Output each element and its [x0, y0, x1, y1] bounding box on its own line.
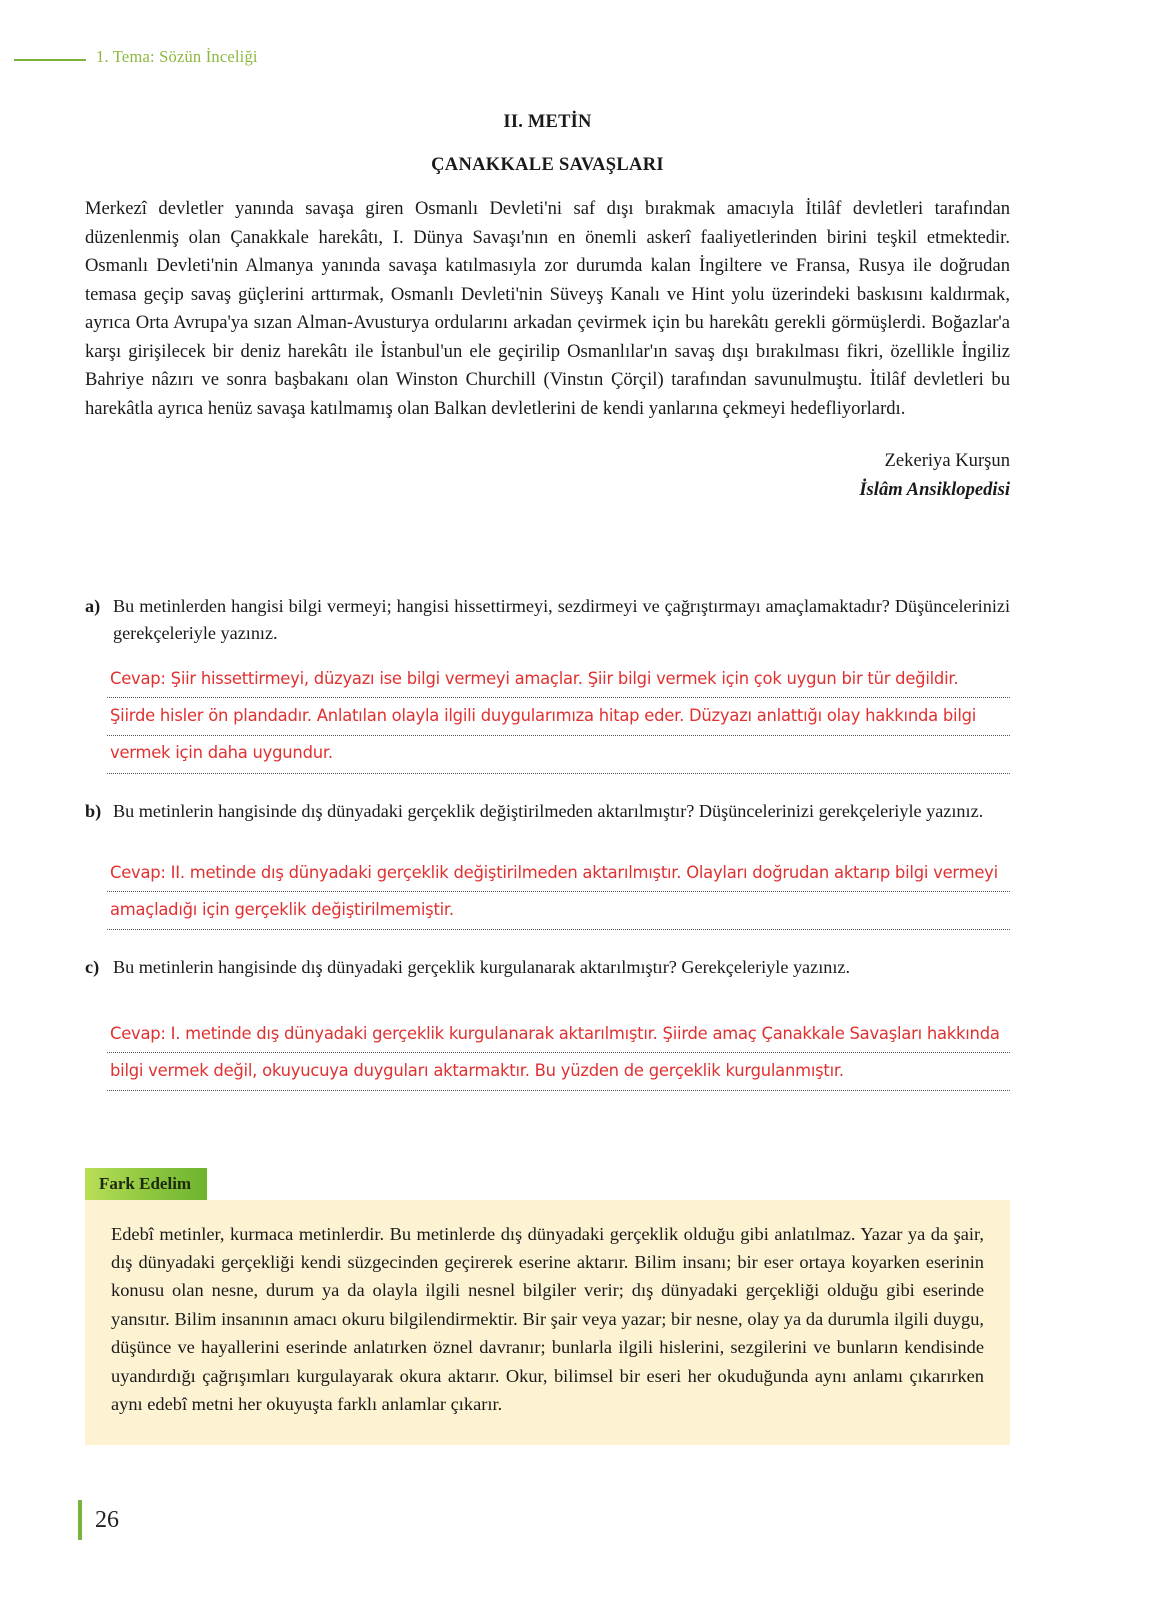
question-a — [85, 593, 1010, 648]
attribution — [85, 447, 1010, 505]
answer-text-a-line1: Cevap: Şiir hissettirmeyi, düzyazı ise bilgi vermeyi amaçlar. Şiir bilgi vermek için çok uygun bir tür değildir. — [110, 669, 959, 689]
content-column — [85, 0, 1010, 1091]
metin-label: II. METİN — [503, 112, 592, 132]
question-a-letter: a) — [85, 595, 101, 616]
info-box — [85, 1168, 1010, 1445]
question-block-a — [85, 593, 1010, 775]
page-footer — [78, 1500, 119, 1540]
answer-text-b-line2: amaçladığı için gerçeklik değiştirilmemiştir. — [110, 899, 454, 919]
info-box-body: Edebî metinler, kurmaca metinlerdir. Bu metinlerde dış dünyadaki gerçeklik olduğu gibi anlatılmaz. Yazar ya da şair, dış dünyadaki gerçekliği kendi süzgecinden geçirerek eserine aktarır. Bilim insanı; bir eser ortaya koyarken eserinin konusu olan nesne, durum ya da olayla ilgili nesnel bilgiler verir; dış dünyadaki gerçekliği olduğu gibi eserinde yansıtır. Bilim insanının amacı okuru bilgilendirmektir. Bir şair veya yazar; bir nesne, olay ya da durumla ilgili duygu, düşünce ve hayallerini eserinde anlatırken öznel davranır; bunlarla ilgili hislerini, sezgilerini ve bunların kendisinde uyandırdığı çağrışımları kurgulayarak okura aktarır. Okur, bilimsel bir eseri her okuduğunda aynı anlamı çıkarırken aynı edebî metni her okuyuşta farklı anlamlar çıkarır. — [85, 1200, 1010, 1445]
answer-text-a-line3: vermek için daha uygundur. — [110, 743, 333, 763]
question-a-text: Bu metinlerden hangisi bilgi vermeyi; hangisi hissettirmeyi, sezdirmeyi ve çağrıştırmayı amaçlamaktadır? Düşüncelerinizi gerekçeleriyle yazınız. — [113, 595, 1010, 644]
running-header-text: 1. Tema: Sözün İnceliği — [96, 47, 258, 66]
page-number: 26 — [95, 1506, 119, 1533]
question-b-letter: b) — [85, 801, 102, 822]
attribution-author: Zekeriya Kurşun — [884, 450, 1010, 472]
answer-text-a-line2: Şiirde hisler ön plandadır. Anlatılan olayla ilgili duygularımıza hitap eder. Düzyazı anlattığı olay hakkında bilgi — [110, 706, 977, 726]
answer-area-c[interactable] — [107, 1015, 1010, 1091]
question-b-text: Bu metinlerin hangisinde dış dünyadaki gerçeklik değiştirilmeden aktarılmıştır? Düşüncelerinizi gerekçeleriyle yazınız. — [113, 801, 984, 822]
answer-text-c-line1: Cevap: I. metinde dış dünyadaki gerçeklik kurgulanarak aktarılmıştır. Şiirde amaç Çanakkale Savaşları hakkında — [110, 1024, 1000, 1044]
header-rule — [14, 59, 86, 61]
reading-passage: Merkezî devletler yanında savaşa giren Osmanlı Devleti'ni saf dışı bırakmak amacıyla İtilâf devletleri tarafından düzenlenmiş olan Çanakkale harekâtı, I. Dünya Savaşı'nın en önemli askerî faaliyetlerinden birini teşkil etmektedir. Osmanlı Devleti'nin Almanya yanında savaşa katılmasıyla zor durumda kalan İngiltere ve Fransa, Rusya ile doğrudan temasa geçip savaş güçlerini arttırmak, Osmanlı Devleti'nin Süveyş Kanalı ve Hint yolu üzerindeki baskısını kaldırmak, ayrıca Orta Avrupa'ya sızan Alman-Avusturya ordularını arkadan çevirmek için bu harekâtı gerekli görmüşlerdi. Boğazlar'a karşı girişilecek bir deniz harekâtı ile İstanbul'un ele geçirilip Osmanlılar'ın savaş dışı bırakılması fikri, özellikle İngiliz Bahriye nâzırı ve sonra başbakanı olan Winston Churchill (Vinstın Çörçil) tarafından savunulmuştu. İtilâf devletleri bu harekâtla ayrıca henüz savaşa katılmamış olan Balkan devletlerini de kendi yanlarına çekmeyi hedefliyorlardı. — [85, 198, 1010, 419]
question-c-text: Bu metinlerin hangisinde dış dünyadaki gerçeklik kurgulanarak aktarılmıştır? Gerekçeleriyle yazınız. — [113, 956, 851, 977]
metin-title: ÇANAKKALE SAVAŞLARI — [431, 155, 664, 175]
answer-text-b-line1: Cevap: II. metinde dış dünyadaki gerçeklik değiştirilmeden aktarılmıştır. Olayları doğrudan aktarıp bilgi vermeyi — [110, 862, 998, 882]
question-block-c — [85, 954, 1010, 1091]
info-box-tab-label: Fark Edelim — [85, 1168, 207, 1200]
answer-area-a[interactable] — [107, 660, 1010, 774]
question-c-letter: c) — [85, 956, 100, 977]
footer-bar — [78, 1500, 82, 1540]
answer-text-c-line2: bilgi vermek değil, okuyucuya duyguları aktarmaktır. Bu yüzden de gerçeklik kurgulanmıştır. — [110, 1061, 844, 1081]
answer-area-b[interactable] — [107, 854, 1010, 930]
question-b — [85, 798, 1010, 825]
question-block-b — [85, 798, 1010, 929]
attribution-source: İslâm Ansiklopedisi — [859, 479, 1010, 501]
question-c — [85, 954, 1010, 981]
